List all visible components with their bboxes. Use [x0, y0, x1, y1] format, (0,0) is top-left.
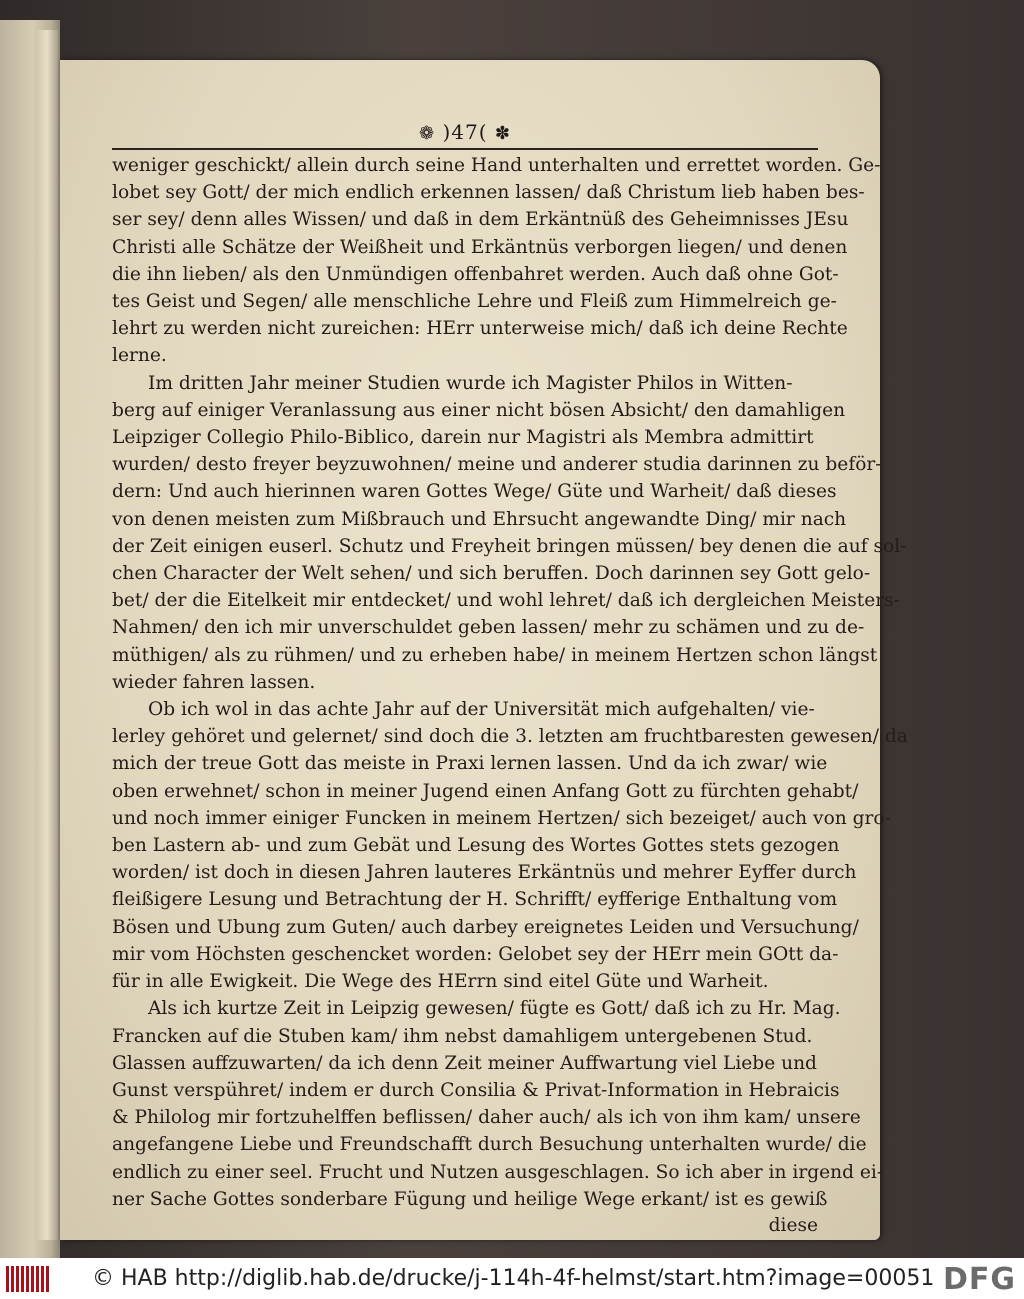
text-line: bet/ der die Eitelkeit mir entdecket/ und wohl lehret/ daß ich dergleichen Meisters-: [112, 590, 900, 612]
text-line: lerley gehöret und gelernet/ sind doch die 3. letzten am fruchtbaresten gewesen/ da: [112, 726, 908, 748]
text-line: mir vom Höchsten geschencket worden: Gelobet sey der HErr mein GOtt da-: [112, 943, 839, 965]
text-line: endlich zu einer seel. Frucht und Nutzen ausgeschlagen. So ich aber in irgend ei-: [112, 1161, 884, 1183]
page-content: [112, 120, 908, 1236]
text-line: lobet sey Gott/ der mich endlich erkennen lassen/ daß Christum lieb haben bes-: [112, 182, 865, 204]
ornament-right-icon: ✽: [494, 123, 511, 144]
text-line: weniger geschickt/ allein durch seine Hand unterhalten und errettet worden. Ge-: [112, 155, 881, 176]
text-line: für in alle Ewigkeit. Die Wege des HErrn sind eitel Güte und Warheit.: [112, 971, 769, 993]
text-line: Leipziger Collegio Philo-Biblico, darein nur Magistri als Membra admittirt: [112, 427, 814, 449]
text-line: Nahmen/ den ich mir unverschuldet geben lassen/ mehr zu schämen und zu de-: [112, 617, 865, 639]
text-line: berg auf einiger Veranlassung aus einer nicht bösen Absicht/ den damahligen: [112, 399, 846, 421]
text-line: Glassen auffzuwarten/ da ich denn Zeit meiner Auffwartung viel Liebe und: [112, 1052, 817, 1074]
page-number: )47(: [442, 120, 488, 144]
text-line: mich der treue Gott das meiste in Praxi lernen lassen. Und da ich zwar/ wie: [112, 753, 828, 775]
dfg-logo: DFG: [942, 1262, 1016, 1297]
ornament-left-icon: ❁: [419, 123, 436, 144]
text-line: Ob ich wol in das achte Jahr auf der Universität mich aufgehalten/ vie-: [148, 699, 815, 721]
text-line: Im dritten Jahr meiner Studien wurde ich Magister Philos in Witten-: [148, 372, 793, 394]
text-line: & Philolog mir fortzuhelffen beflissen/ daher auch/ als ich von ihm kam/ unsere: [112, 1107, 861, 1129]
body-text: [112, 152, 908, 1213]
header-rule: [112, 148, 818, 150]
book-page: [60, 60, 908, 1240]
text-line: lehrt zu werden nicht zureichen: HErr unterweise mich/ daß ich deine Rechte: [112, 318, 848, 340]
text-line: von denen meisten zum Mißbrauch und Ehrsucht angewandte Ding/ mir nach: [112, 508, 847, 530]
text-line: wieder fahren lassen.: [112, 671, 316, 693]
text-line: müthigen/ als zu rühmen/ und zu erheben habe/ in meinem Hertzen schon längst: [112, 644, 878, 666]
text-line: fleißigere Lesung und Betrachtung der H. Schrifft/ eyfferige Enthaltung vom: [112, 889, 838, 911]
text-line: und noch immer einiger Funcken in meinem Hertzen/ sich bezeiget/ auch von gro-: [112, 807, 891, 829]
text-line: chen Character der Welt sehen/ und sich beruffen. Doch darinnen sey Gott gelo-: [112, 563, 871, 585]
text-line: ser sey/ denn alles Wissen/ und daß in dem Erkäntnüß des Geheimnisses JEsu: [112, 209, 849, 231]
text-line: ner Sache Gottes sonderbare Fügung und heilige Wege erkant/ ist es gewiß: [112, 1188, 828, 1210]
footer-bar: [0, 1258, 1024, 1299]
text-line: tes Geist und Segen/ alle menschliche Lehre und Fleiß zum Himmelreich ge-: [112, 291, 837, 313]
page-stack-edge: [36, 30, 58, 1240]
text-line: Christi alle Schätze der Weißheit und Erkäntnüs verborgen liegen/ und denen: [112, 236, 848, 258]
text-line: Bösen und Ubung zum Guten/ auch darbey ereignetes Leiden und Versuchung/: [112, 916, 859, 938]
text-line: dern: Und auch hierinnen waren Gottes Wege/ Güte und Warheit/ daß dieses: [112, 481, 837, 503]
text-line: wurden/ desto freyer beyzuwohnen/ meine und anderer studia darinnen zu beför-: [112, 454, 882, 476]
text-line: Als ich kurtze Zeit in Leipzig gewesen/ fügte es Gott/ daß ich zu Hr. Mag.: [148, 998, 841, 1020]
text-line: ben Lastern ab- und zum Gebät und Lesung des Wortes Gottes stets gezogen: [112, 835, 840, 857]
text-line: Francken auf die Stuben kam/ ihm nebst damahligem untergebenen Stud.: [112, 1025, 813, 1047]
text-line: worden/ ist doch in diesen Jahren lauteres Erkäntnüs und mehrer Eyffer durch: [112, 862, 857, 884]
page-header: [112, 120, 818, 144]
text-line: der Zeit einigen euserl. Schutz und Freyheit bringen müssen/ bey denen die auf sol-: [112, 535, 907, 557]
text-line: Gunst verspühret/ indem er durch Consilia & Privat-Information in Hebraicis: [112, 1079, 840, 1101]
text-line: die ihn lieben/ als den Unmündigen offenbahret werden. Auch daß ohne Got-: [112, 263, 839, 285]
text-line: angefangene Liebe und Freundschafft durch Besuchung unterhalten wurde/ die: [112, 1134, 867, 1156]
text-line: oben erwehnet/ schon in meiner Jugend einen Anfang Gott zu fürchten gehabt/: [112, 780, 859, 802]
hab-logo-icon: [6, 1264, 64, 1294]
text-line: lerne.: [112, 345, 167, 367]
citation-link[interactable]: © HAB http://diglib.hab.de/drucke/j-114h-4f-helmst/start.htm?image=00051: [92, 1266, 935, 1291]
catchword: diese: [768, 1214, 818, 1236]
